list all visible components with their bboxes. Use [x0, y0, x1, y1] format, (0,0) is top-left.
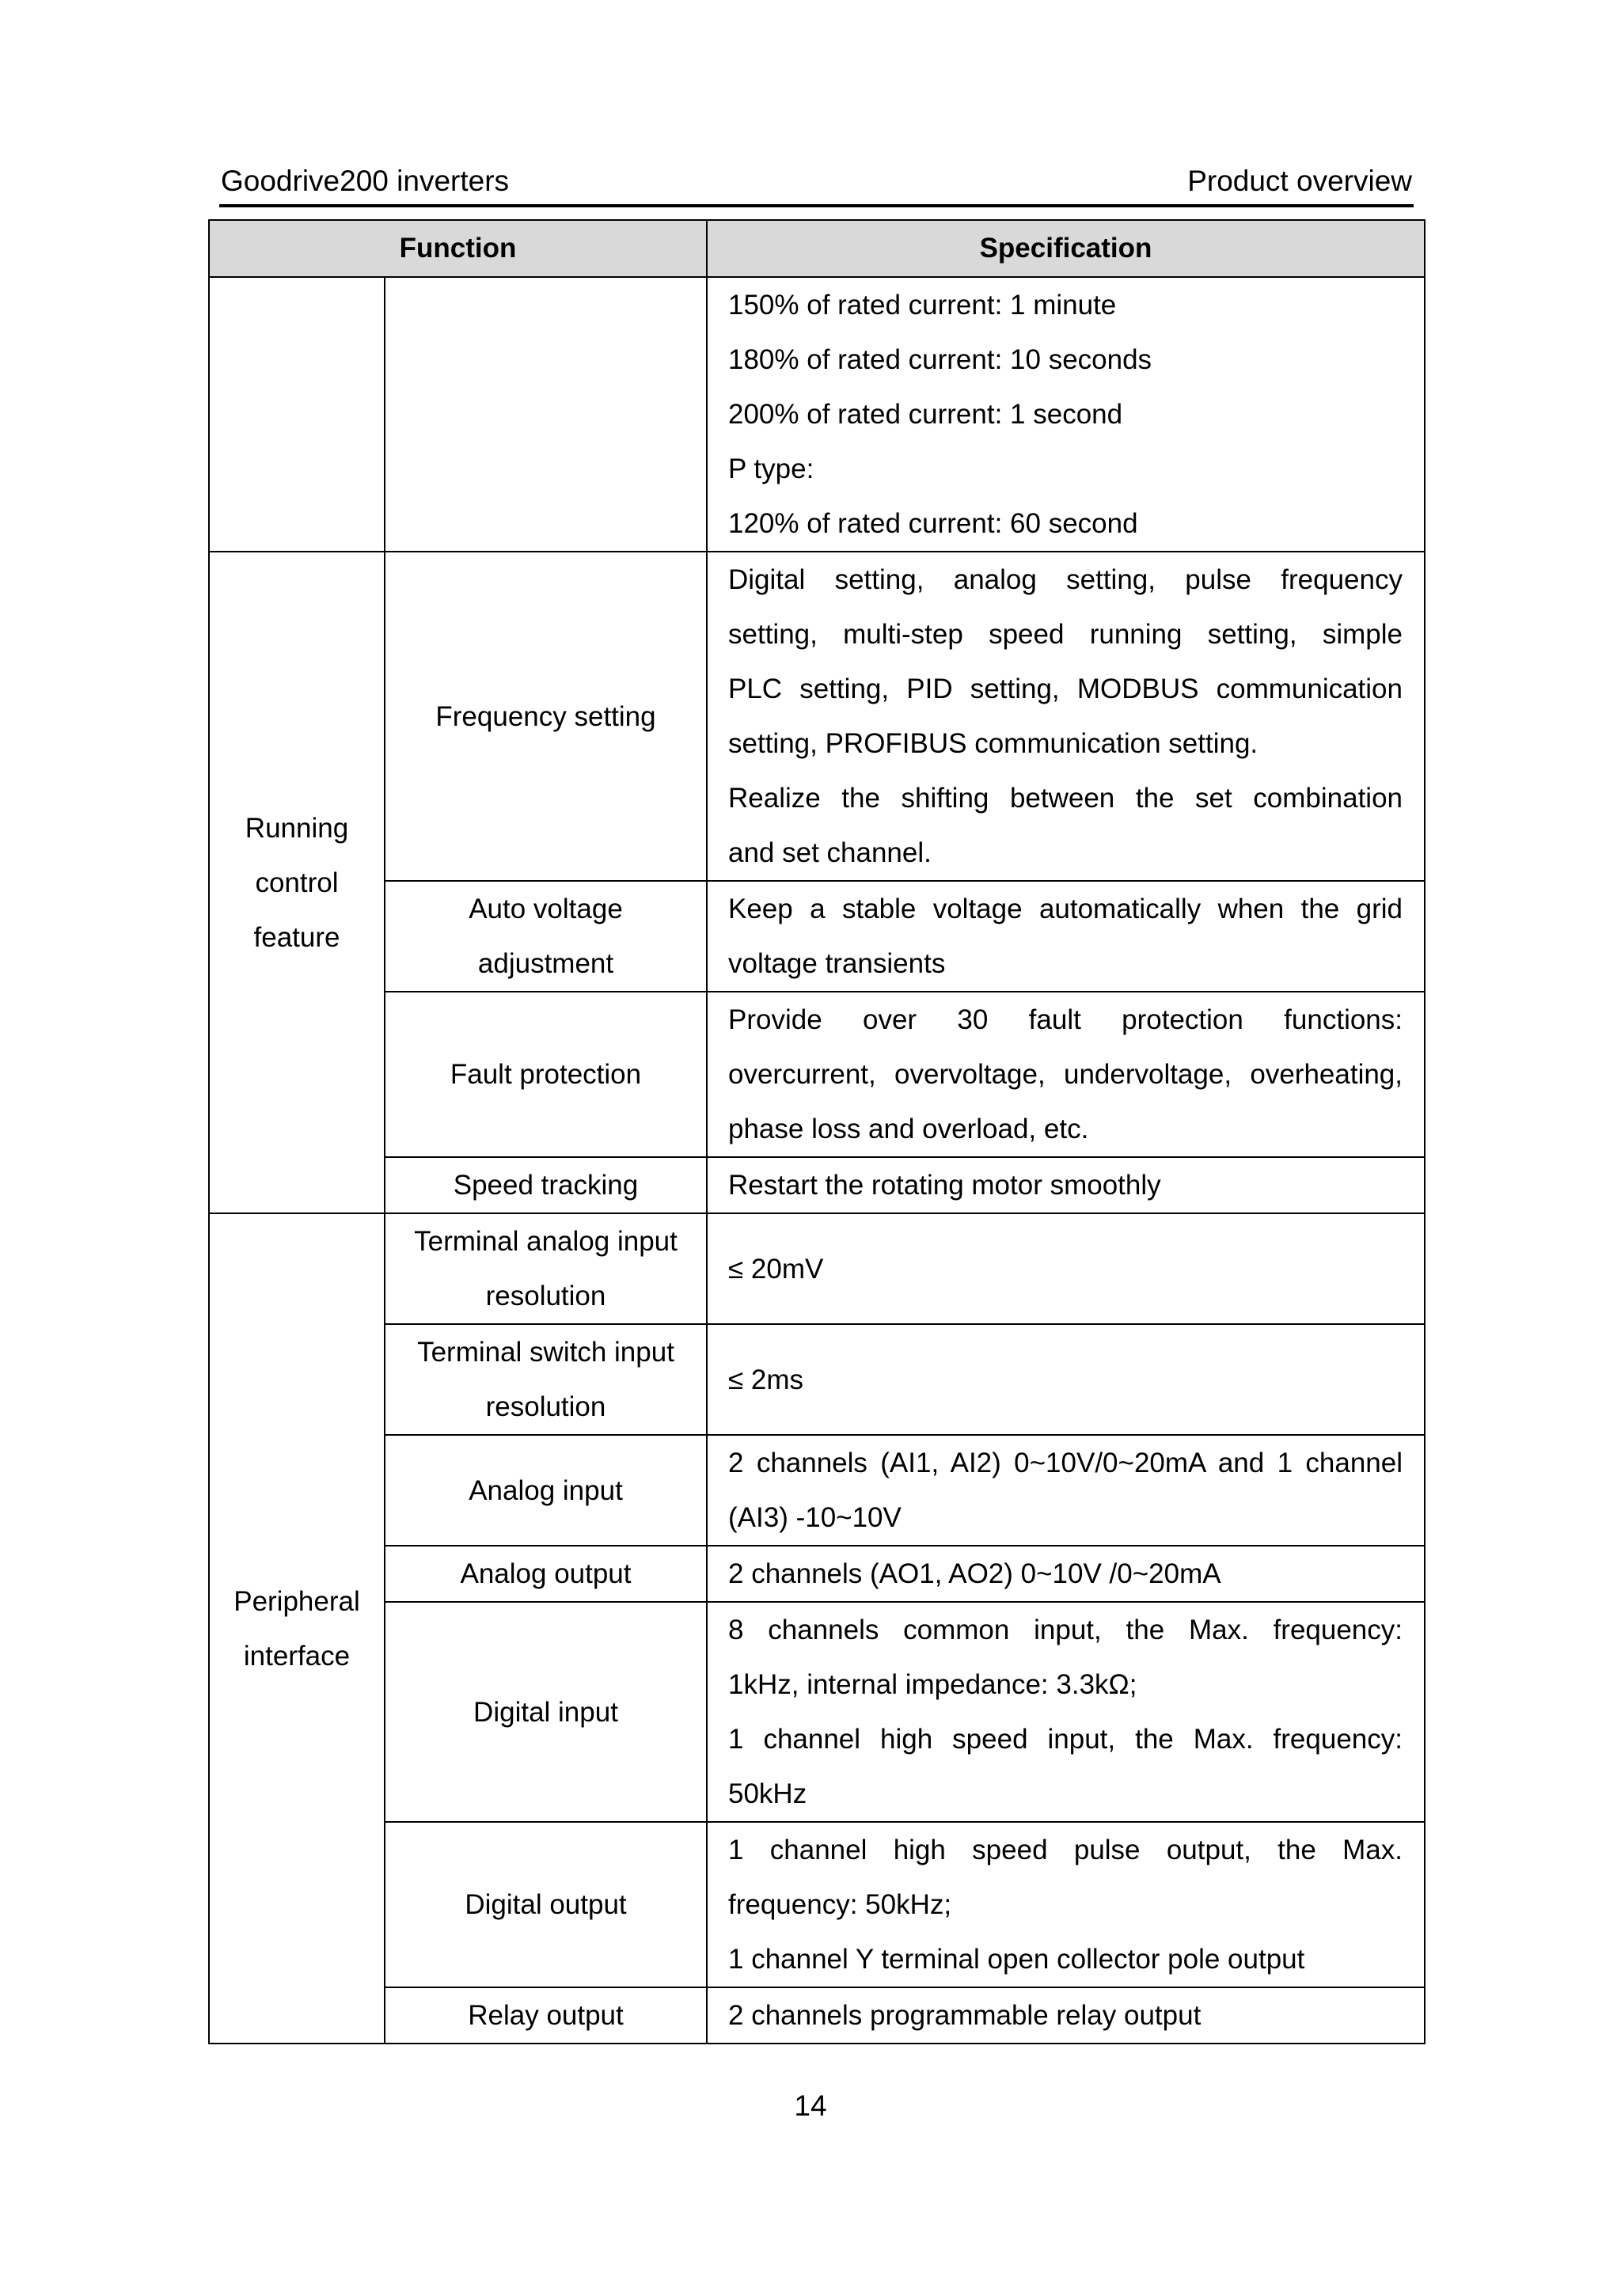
table-row-digital-input	[209, 1602, 1425, 1822]
spec-line: 1 channel high speed input, the Max. frequency:	[728, 1724, 1403, 1755]
spec-line: 180% of rated current: 10 seconds	[728, 344, 1152, 375]
spec-cell-analog-input	[707, 1435, 1425, 1546]
function-cell-speed-tracking: Speed tracking	[385, 1157, 707, 1213]
document-title: Goodrive200 inverters	[221, 165, 510, 197]
function-line: Auto voltage	[469, 894, 623, 924]
spec-cell-switch-resolution	[707, 1324, 1425, 1435]
category-line: interface	[243, 1640, 351, 1672]
spec-cell-fault-protection	[707, 992, 1425, 1157]
spec-line: Keep a stable voltage automatically when the grid	[728, 894, 1403, 924]
table-header-row	[209, 220, 1425, 277]
table-row-frequency-setting	[209, 552, 1425, 881]
spec-line: 2 channels programmable relay output	[728, 2000, 1202, 2031]
spec-line: 200% of rated current: 1 second	[728, 399, 1123, 430]
spec-line: 1 channel Y terminal open collector pole output	[728, 1944, 1305, 1975]
spec-cell-analog-resolution	[707, 1213, 1425, 1324]
page-header	[219, 160, 1414, 207]
spec-cell-digital-output	[707, 1822, 1425, 1987]
table-row-digital-output	[209, 1822, 1425, 1987]
table-row-speed-tracking	[209, 1157, 1425, 1213]
function-cell-auto-voltage	[385, 881, 707, 992]
function-cell-relay-output: Relay output	[385, 1987, 707, 2044]
spec-line: PLC setting, PID setting, MODBUS communication	[728, 674, 1403, 704]
spec-line: 150% of rated current: 1 minute	[728, 290, 1117, 321]
function-line: resolution	[485, 1391, 606, 1422]
spec-line: ≤ 20mV	[728, 1253, 824, 1285]
spec-line: Provide over 30 fault protection functions:	[728, 1004, 1403, 1035]
spec-line: 1kHz, internal impedance: 3.3kΩ;	[728, 1669, 1137, 1700]
spec-line: ≤ 2ms	[728, 1364, 804, 1395]
spec-line: Digital setting, analog setting, pulse frequency	[728, 564, 1403, 595]
table-row-analog-output	[209, 1546, 1425, 1602]
spec-line: 8 channels common input, the Max. frequency:	[728, 1615, 1403, 1645]
function-column-header: Function	[209, 220, 707, 277]
spec-line: 1 channel high speed pulse output, the Max.	[728, 1835, 1403, 1865]
spec-cell-digital-input	[707, 1602, 1425, 1822]
spec-cell-overload	[707, 277, 1425, 552]
function-cell-analog-resolution	[385, 1213, 707, 1324]
spec-line: Realize the shifting between the set combination	[728, 783, 1403, 814]
function-cell-analog-output: Analog output	[385, 1546, 707, 1602]
function-cell-frequency-setting: Frequency setting	[385, 552, 707, 881]
spec-line: 2 channels (AO1, AO2) 0~10V /0~20mA	[728, 1558, 1221, 1589]
page-number: 14	[794, 2089, 827, 2122]
spec-line: 2 channels (AI1, AI2) 0~10V/0~20mA and 1 channel	[728, 1448, 1403, 1478]
function-cell-switch-resolution	[385, 1324, 707, 1435]
function-cell-digital-output: Digital output	[385, 1822, 707, 1987]
category-cell-empty	[209, 277, 385, 552]
function-cell-empty	[385, 277, 707, 552]
spec-line: and set channel.	[728, 837, 932, 868]
table-row-overload	[209, 277, 1425, 552]
spec-line: setting, PROFIBUS communication setting.	[728, 728, 1258, 759]
spec-line: 50kHz	[728, 1778, 807, 1809]
spec-cell-frequency-setting	[707, 552, 1425, 881]
spec-line: overcurrent, overvoltage, undervoltage, overheating,	[728, 1059, 1403, 1090]
spec-cell-speed-tracking	[707, 1157, 1425, 1213]
table-row-fault-protection	[209, 992, 1425, 1157]
specification-column-header: Specification	[707, 220, 1425, 277]
category-line: Peripheral	[233, 1585, 360, 1617]
spec-line: setting, multi-step speed running setting, simple	[728, 619, 1403, 650]
spec-line: P type:	[728, 454, 814, 484]
spec-line: 120% of rated current: 60 second	[728, 508, 1138, 539]
table-row-relay-output	[209, 1987, 1425, 2044]
spec-line: voltage transients	[728, 948, 946, 979]
spec-cell-auto-voltage	[707, 881, 1425, 992]
spec-line: phase loss and overload, etc.	[728, 1114, 1089, 1144]
category-line: Running	[245, 812, 349, 844]
table-row-auto-voltage	[209, 881, 1425, 992]
category-cell-running-control	[209, 552, 385, 1213]
category-line: feature	[253, 921, 340, 953]
function-cell-analog-input: Analog input	[385, 1435, 707, 1546]
function-cell-digital-input: Digital input	[385, 1602, 707, 1822]
specification-table	[208, 219, 1425, 2044]
table-row-analog-resolution	[209, 1213, 1425, 1324]
category-line: control	[255, 867, 339, 898]
spec-line: Restart the rotating motor smoothly	[728, 1170, 1161, 1201]
function-cell-fault-protection: Fault protection	[385, 992, 707, 1157]
spec-cell-analog-output	[707, 1546, 1425, 1602]
table-row-switch-resolution	[209, 1324, 1425, 1435]
function-line: adjustment	[477, 948, 614, 979]
function-line: Terminal analog input	[414, 1226, 678, 1257]
function-line: Terminal switch input	[417, 1337, 674, 1368]
category-cell-peripheral-interface	[209, 1213, 385, 2044]
spec-cell-relay-output	[707, 1987, 1425, 2044]
spec-line: frequency: 50kHz;	[728, 1889, 952, 1920]
spec-line: (AI3) -10~10V	[728, 1502, 902, 1533]
function-line: resolution	[485, 1281, 606, 1311]
section-title: Product overview	[1187, 165, 1412, 197]
table-row-analog-input	[209, 1435, 1425, 1546]
